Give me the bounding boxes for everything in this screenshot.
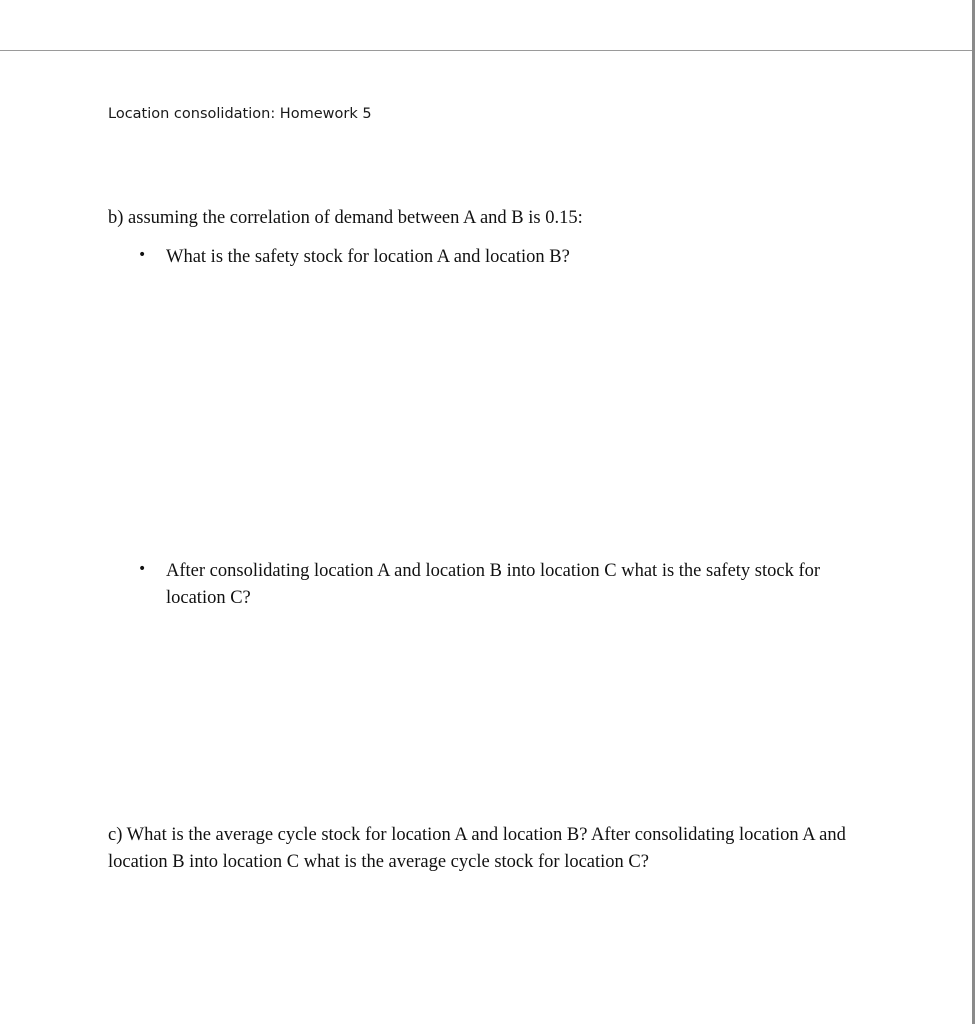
bullet-marker-1: • bbox=[138, 247, 147, 263]
question-safety-stock-c: After consolidating location A and location B into location C what is the safety stock for location C? bbox=[166, 561, 821, 608]
page-right-edge bbox=[972, 0, 975, 1024]
page-top-divider bbox=[0, 50, 972, 51]
bullet-marker-2: • bbox=[138, 561, 147, 577]
question-safety-stock-a-b: What is the safety stock for location A and location B? bbox=[166, 247, 570, 267]
document-header-title: Location consolidation: Homework 5 bbox=[108, 106, 372, 122]
part-b-heading: b) assuming the correlation of demand between A and B is 0.15: bbox=[108, 208, 583, 228]
part-c-question: c) What is the average cycle stock for location A and location B? After consolidating location A and location B into location C what is the average cycle stock for location C? bbox=[108, 825, 846, 872]
